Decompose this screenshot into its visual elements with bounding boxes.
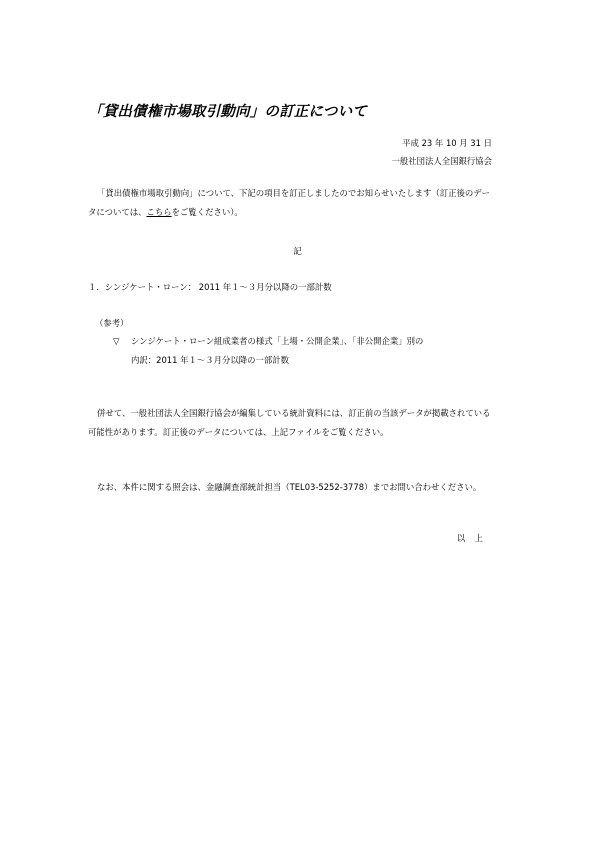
triangle-bullet-icon: ▽ [113,336,120,346]
intro-text-before-link: 「貸出債権市場取引動向」について、下記の項目を訂正しましたのでお知らせいたします（訂正後のデータについては、 [88,188,491,217]
notice-paragraph: 併せて、一般社団法人全国銀行協会が編集している統計資料には、訂正前の当該データが掲載されている可能性があります。訂正後のデータについては、上記ファイルをご覧ください。 [88,408,491,437]
issue-date: 平成 23 年 10 月 31 日 [402,138,492,148]
contact-paragraph: なお、本件に関する照会は、金融調査部統計担当（TEL03-5252-3778）までお問い合わせください。 [97,482,482,492]
ki-heading: 記 [293,247,302,257]
intro-text-after-link: をご覧ください）。 [171,207,243,217]
page-title: 「貸出債権市場取引動向」の訂正について [88,104,368,120]
correction-item-1: １．シンジケート・ローン： 2011 年１～３月分以降の一部計数 [88,282,332,292]
reference-line-1-text: シンジケート・ローン組成業者の様式「上場・公開企業」、「非公開企業」別の [131,336,424,346]
intro-paragraph [88,184,496,222]
reference-line-2: 内訳：2011 年１～３月分以降の一部計数 [131,355,289,365]
issuing-organization: 一般社団法人全国銀行協会 [391,156,492,166]
reference-line-1 [113,335,423,347]
corrected-data-link[interactable]: こちら [146,207,172,217]
closing-mark: 以上 [456,534,492,544]
reference-label: （参考） [95,318,129,328]
